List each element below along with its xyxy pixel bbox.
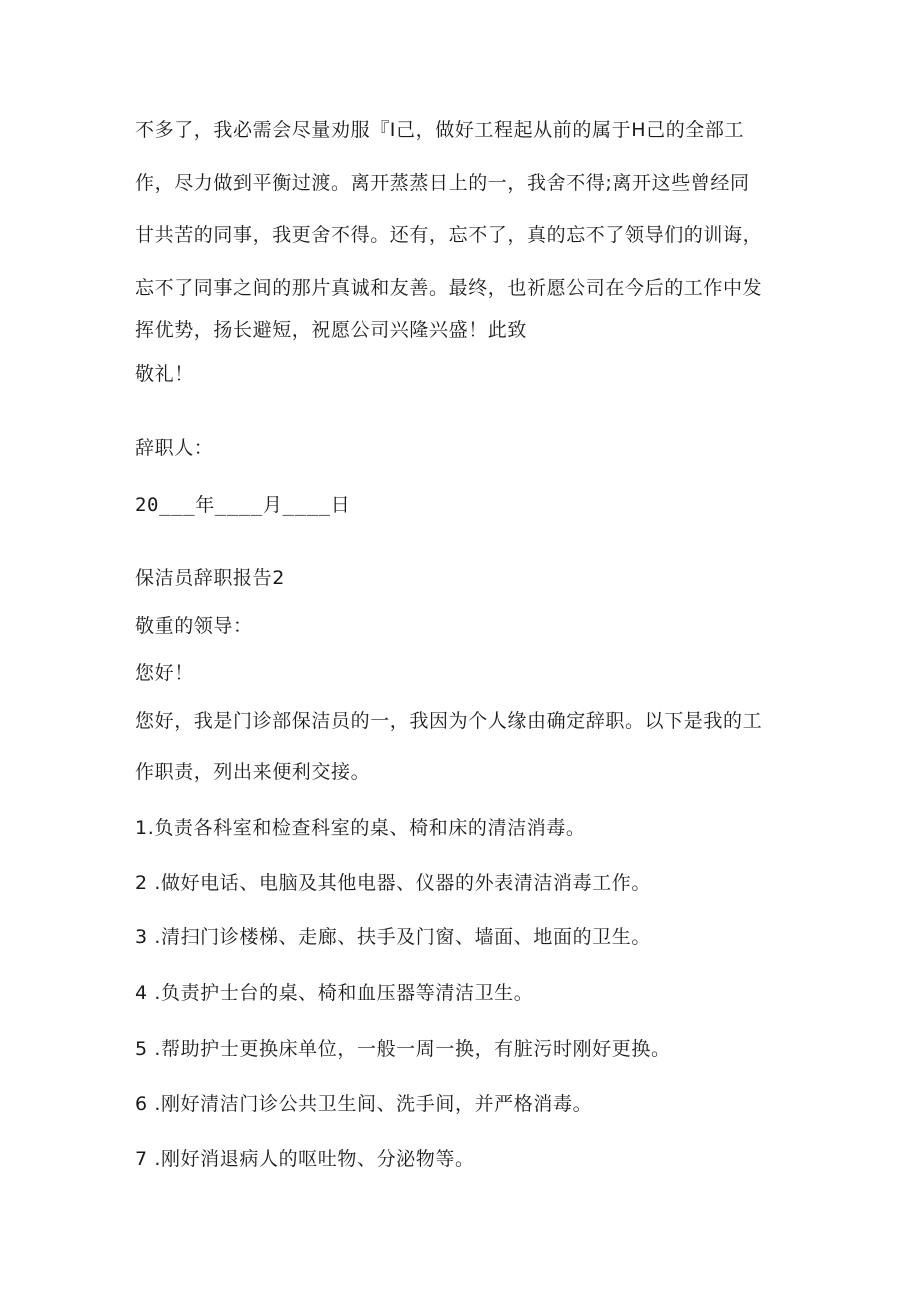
duty-item-3: 3 .清扫门诊楼梯、走廊、扶手及门窗、墙面、地面的卫生。 <box>135 926 651 948</box>
signer-label: 辞职人： <box>135 437 214 459</box>
duty-item-2: 2 .做好电话、电脑及其他电器、仪器的外表清洁消毒工作。 <box>135 872 651 894</box>
date-line: 20___年____月____日 <box>135 494 351 516</box>
intro-line-5: 挥优势，扬长避短，祝愿公司兴隆兴盛！此致 <box>135 319 528 341</box>
duty-item-1: 1.负责各科室和检查科室的桌、椅和床的清洁消毒。 <box>135 817 586 839</box>
intro-line-4: 忘不了同事之间的那片真诚和友善。最终，也祈愿公司在今后的工作中发 <box>135 277 763 299</box>
duty-item-6: 6 .刚好清洁门诊公共卫生间、洗手间，并严格消毒。 <box>135 1093 593 1115</box>
report2-title: 保洁员辞职报告2 <box>135 567 285 589</box>
intro-line-2: 作，尽力做到平衡过渡。离开蒸蒸日上的一，我舍不得;离开这些曾经同 <box>135 172 750 194</box>
report2-greeting: 您好！ <box>135 662 194 684</box>
duty-item-4: 4 .负责护士台的桌、椅和血压器等清洁卫生。 <box>135 982 534 1004</box>
report2-intro-line-2: 作职责，列出来便利交接。 <box>135 761 371 783</box>
report2-salutation: 敬重的领导： <box>135 615 253 637</box>
intro-line-1: 不多了，我必需会尽量劝服『I己，做好工程起从前的属于H己的全部工 <box>135 119 745 141</box>
intro-line-3: 甘共苦的同事，我更舍不得。还有，忘不了，真的忘不了领导们的训诲， <box>135 224 763 246</box>
duty-item-7: 7 .刚好消退病人的呕吐物、分泌物等。 <box>135 1148 475 1170</box>
duty-item-5: 5 .帮助护士更换床单位，一般一周一换，有脏污时刚好更换。 <box>135 1038 671 1060</box>
report2-intro-line-1: 您好，我是门诊部保洁员的一，我因为个人缘由确定辞职。以下是我的工 <box>135 710 763 732</box>
closing-salute: 敬礼！ <box>135 363 194 385</box>
